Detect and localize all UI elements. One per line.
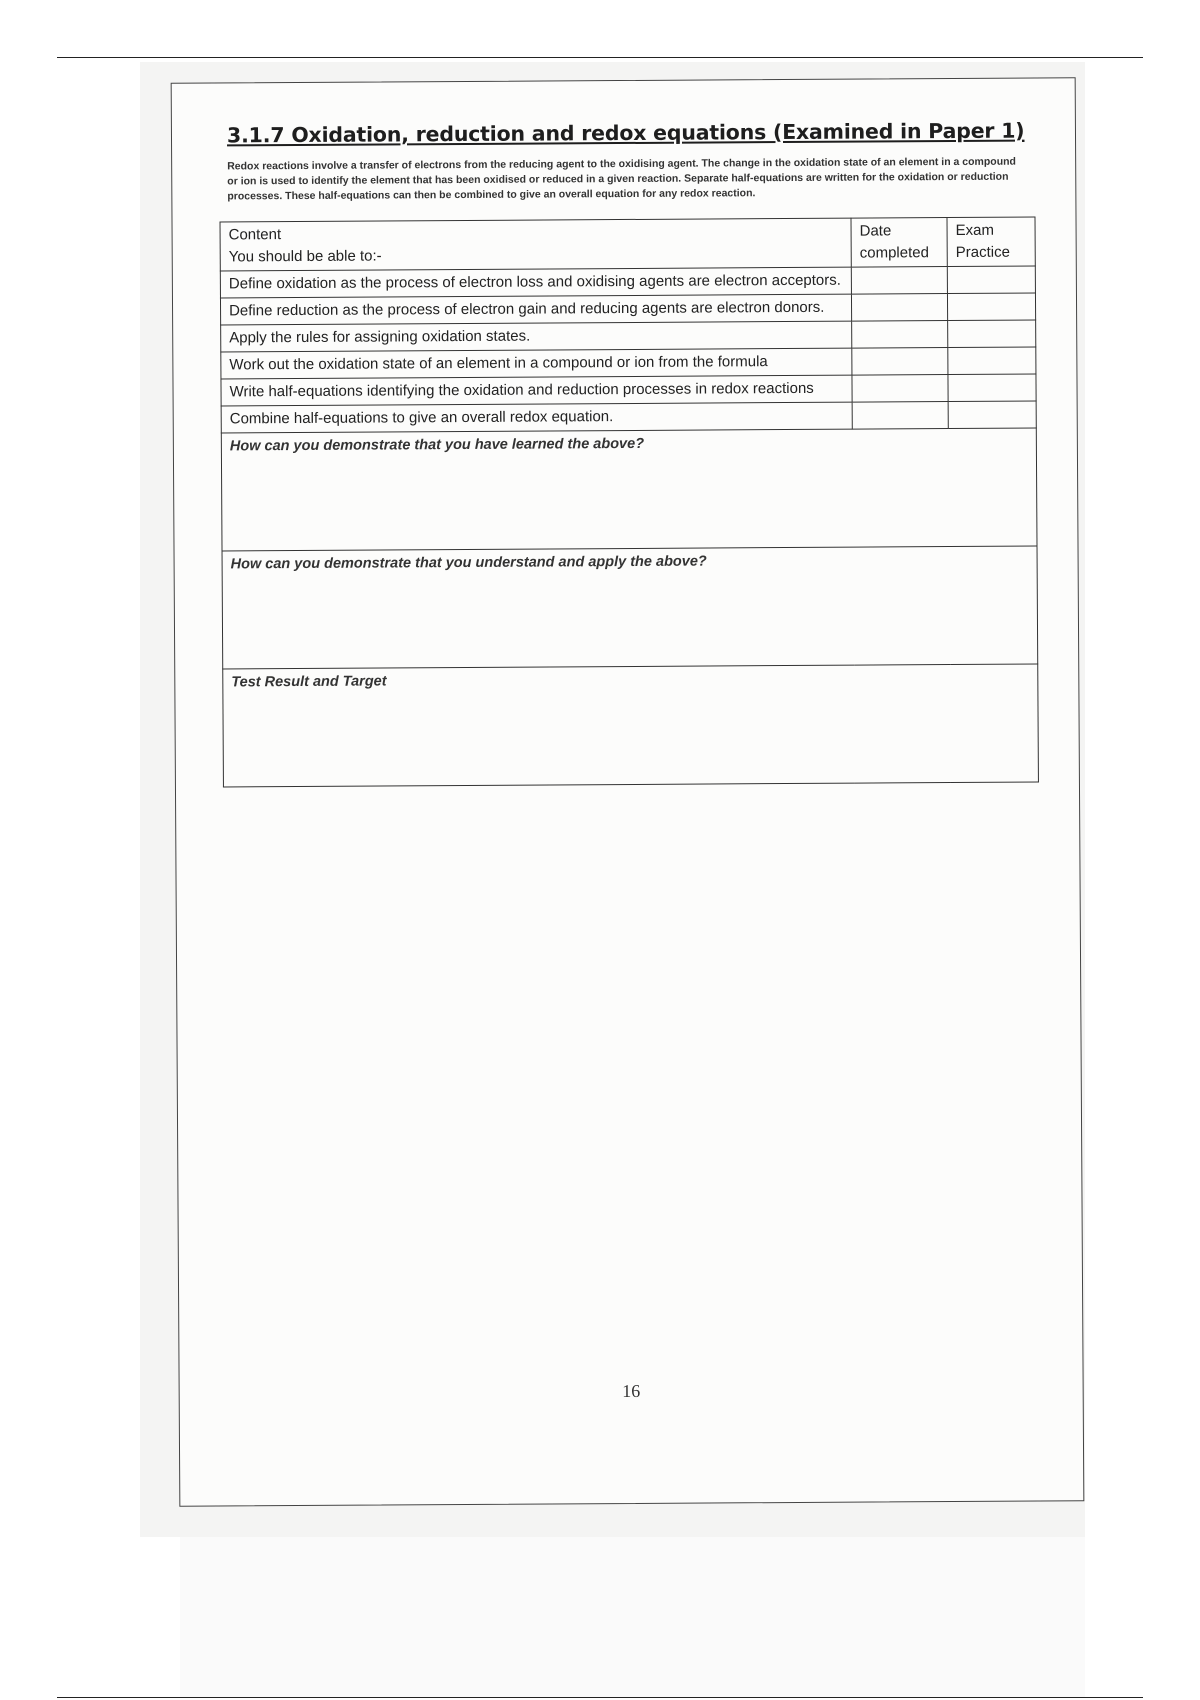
page-number: 16 (622, 1380, 641, 1402)
objective-text: Combine half-equations to give an overall redox equation. (221, 402, 852, 433)
date-completed-cell[interactable] (851, 267, 947, 295)
prompt-learned[interactable]: How can you demonstrate that you have learned the above? (221, 428, 1037, 551)
objective-text: Apply the rules for assigning oxidation states. (221, 321, 852, 352)
exam-practice-cell[interactable] (947, 266, 1035, 294)
objective-text: Define reduction as the process of electron gain and reducing agents are electron donors. (220, 294, 851, 325)
exam-practice-cell[interactable] (948, 401, 1036, 429)
objective-text: Write half-equations identifying the oxidation and reduction processes in redox reactions (221, 375, 852, 406)
table-header-row (220, 217, 1035, 271)
exam-practice-cell[interactable] (947, 293, 1035, 321)
header-exam-label: Exam (955, 221, 994, 239)
header-date-cell (851, 218, 947, 268)
date-completed-cell[interactable] (852, 348, 948, 376)
worksheet-frame (171, 77, 1085, 1507)
top-rule (57, 57, 1143, 58)
date-completed-cell[interactable] (851, 294, 947, 322)
date-completed-cell[interactable] (852, 402, 948, 430)
prompt-understand[interactable]: How can you demonstrate that you understand and apply the above? (222, 546, 1038, 669)
header-content-sublabel: You should be able to:- (228, 247, 382, 266)
section-heading: 3.1.7 Oxidation, reduction and redox equations (Examined in Paper 1) (226, 118, 1025, 148)
checklist-table (220, 216, 1039, 787)
header-content-cell (220, 218, 851, 271)
bottom-rule (57, 1697, 1143, 1698)
exam-practice-cell[interactable] (948, 347, 1036, 375)
prompt-row-learned (221, 428, 1037, 551)
header-content-label: Content (228, 226, 282, 244)
header-date-sublabel: completed (859, 244, 929, 262)
exam-practice-cell[interactable] (948, 320, 1036, 348)
exam-practice-cell[interactable] (948, 374, 1036, 402)
section-intro: Redox reactions involve a transfer of electrons from the reducing agent to the oxidising agent. The change in the oxidation state of an element in a compound or ion is used to identify the element that has been oxidised or reduced in a given reaction. Separate half-equations are written for the oxidation or reduction processes. These half-equations can then be combined to give an overall equation for any redox reaction. (227, 155, 1016, 203)
header-date-label: Date (859, 222, 892, 240)
objective-text: Define oxidation as the process of electron loss and oxidising agents are electron acceptors. (220, 267, 851, 298)
date-completed-cell[interactable] (852, 321, 948, 349)
objective-text: Work out the oxidation state of an element in a compound or ion from the formula (221, 348, 852, 379)
prompt-row-test-result (223, 664, 1039, 787)
prompt-row-understand (222, 546, 1038, 669)
header-exam-cell (947, 217, 1035, 267)
date-completed-cell[interactable] (852, 375, 948, 403)
prompt-test-result[interactable]: Test Result and Target (223, 664, 1039, 787)
header-exam-sublabel: Practice (955, 243, 1010, 261)
scanned-page-lower-margin (180, 1537, 1085, 1697)
